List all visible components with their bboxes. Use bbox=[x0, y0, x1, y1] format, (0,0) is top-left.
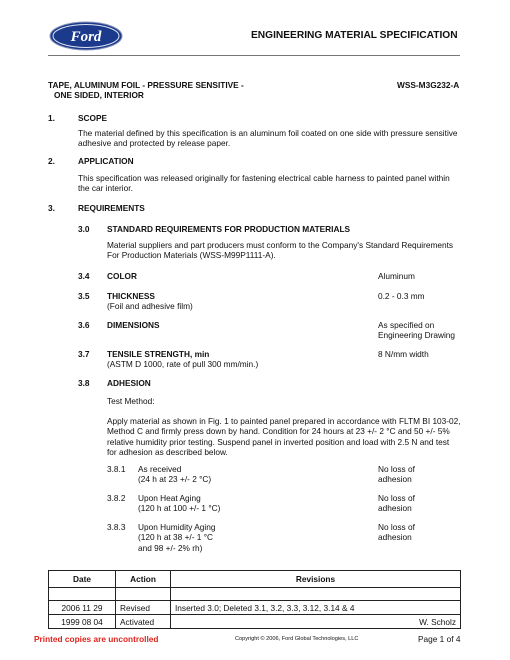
revision-date: 1999 08 04 bbox=[49, 615, 116, 629]
column-header-action: Action bbox=[116, 571, 171, 588]
req-heading-thickness: THICKNESS bbox=[107, 291, 155, 301]
subreq-number: 3.8.1 bbox=[107, 464, 126, 474]
document-type-title: ENGINEERING MATERIAL SPECIFICATION bbox=[251, 30, 458, 41]
section-number: 1. bbox=[48, 113, 55, 123]
column-header-revisions: Revisions bbox=[171, 571, 461, 588]
section-number: 3. bbox=[48, 203, 55, 213]
dimensions-value: As specified on Engineering Drawing bbox=[378, 320, 456, 341]
section-number: 2. bbox=[48, 156, 55, 166]
test-method-label: Test Method: bbox=[107, 396, 155, 406]
ford-logo bbox=[49, 21, 123, 51]
header-divider bbox=[48, 55, 460, 56]
page-number: Page 1 of 4 bbox=[418, 634, 461, 644]
revision-text: Inserted 3.0; Deleted 3.1, 3.2, 3.3, 3.12, 3.14 & 4 bbox=[171, 601, 405, 615]
req-number: 3.6 bbox=[78, 320, 90, 330]
revision-author: W. Scholz bbox=[404, 615, 460, 629]
subreq-number: 3.8.3 bbox=[107, 522, 126, 532]
color-value: Aluminum bbox=[378, 271, 415, 281]
tensile-value: 8 N/mm width bbox=[378, 349, 429, 359]
req-number: 3.5 bbox=[78, 291, 90, 301]
table-row bbox=[49, 615, 461, 629]
column-header-date: Date bbox=[49, 571, 116, 588]
revision-date: 2006 11 29 bbox=[49, 601, 116, 615]
spec-title-line2: ONE SIDED, INTERIOR bbox=[54, 90, 144, 100]
uncontrolled-copy-warning: Printed copies are uncontrolled bbox=[34, 634, 159, 644]
req-number: 3.4 bbox=[78, 271, 90, 281]
req-heading-color: COLOR bbox=[107, 271, 137, 281]
revision-action: Revised bbox=[116, 601, 171, 615]
copyright-notice: Copyright © 2006, Ford Global Technologies, LLC bbox=[235, 636, 359, 642]
table-row bbox=[49, 588, 461, 601]
section-heading-scope: SCOPE bbox=[78, 113, 108, 123]
revision-table bbox=[48, 570, 461, 629]
subreq-result: No loss of adhesion bbox=[378, 464, 415, 485]
subreq-number: 3.8.2 bbox=[107, 493, 126, 503]
req-heading-adhesion: ADHESION bbox=[107, 378, 151, 388]
scope-text: The material defined by this specification is an aluminum foil coated on one side with pressure sensitive adhesive and protected by release paper. bbox=[78, 128, 458, 149]
adhesion-procedure-text: Apply material as shown in Fig. 1 to painted panel prepared in accordance with FLTM BI 103-02, Method C and firmly press down by hand. Condition for 24 hours at 23 +/- 2 °C and 50 +/- 5% relative humidity prior testing. Suspend panel in inverted position and load with 2.5 N and test for adhesion as described below. bbox=[107, 416, 461, 458]
req-number: 3.8 bbox=[78, 378, 90, 388]
revision-action: Activated bbox=[116, 615, 171, 629]
subreq-condition: As received (24 h at 23 +/- 2 °C) bbox=[138, 464, 212, 485]
revision-table-header bbox=[49, 571, 461, 588]
subreq-result: No loss of adhesion bbox=[378, 522, 415, 543]
req-number: 3.7 bbox=[78, 349, 90, 359]
revision-text bbox=[171, 615, 405, 629]
subreq-condition: Upon Humidity Aging (120 h at 38 +/- 1 °C and 98 +/- 2% rh) bbox=[138, 522, 216, 553]
subreq-condition: Upon Heat Aging (120 h at 100 +/- 1 °C) bbox=[138, 493, 221, 514]
subreq-result: No loss of adhesion bbox=[378, 493, 415, 514]
thickness-value: 0.2 - 0.3 mm bbox=[378, 291, 425, 301]
req-heading-standard: STANDARD REQUIREMENTS FOR PRODUCTION MATERIALS bbox=[107, 224, 351, 234]
spec-number: WSS-M3G232-A bbox=[397, 80, 460, 90]
section-heading-requirements: REQUIREMENTS bbox=[78, 203, 145, 213]
req-heading-tensile: TENSILE STRENGTH, min bbox=[107, 349, 210, 359]
application-text: This specification was released originally for fastening electrical cable harness to painted panel within the car interior. bbox=[78, 173, 450, 194]
spec-title-line1: TAPE, ALUMINUM FOIL - PRESSURE SENSITIVE - bbox=[48, 80, 244, 90]
logo-text: Ford bbox=[70, 29, 102, 45]
tensile-note: (ASTM D 1000, rate of pull 300 mm/min.) bbox=[107, 359, 259, 369]
standard-req-text: Material suppliers and part producers must conform to the Company's Standard Requirements For Production Materials (WSS-M99P1111-A). bbox=[107, 240, 454, 261]
req-heading-dimensions: DIMENSIONS bbox=[107, 320, 160, 330]
thickness-note: (Foil and adhesive film) bbox=[107, 301, 193, 311]
section-heading-application: APPLICATION bbox=[78, 156, 134, 166]
req-number: 3.0 bbox=[78, 224, 90, 234]
table-row bbox=[49, 601, 461, 615]
revision-author bbox=[404, 601, 460, 615]
